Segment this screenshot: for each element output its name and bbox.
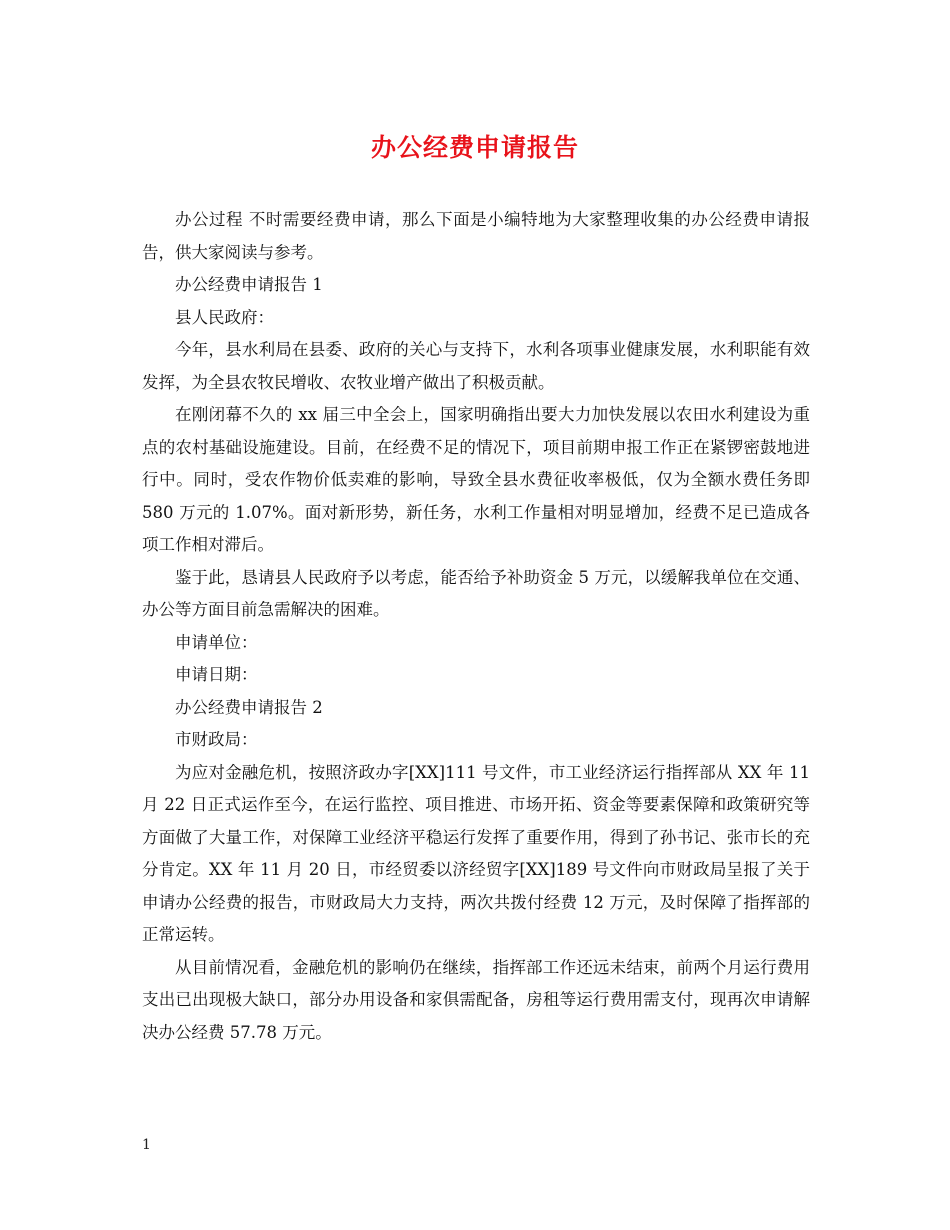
report-2-paragraph-1: 为应对金融危机，按照济政办字[XX]111 号文件，市工业经济运行指挥部从 XX 年 11 月 22 日正式运作至今，在运行监控、项目推进、市场开拓、资金等要素保障和政策研究等方面做了大量工作，对保障工业经济平稳运行发挥了重要作用，得到了孙书记、张市长的充分肯定。XX 年 11 月 20 日，市经贸委以济经贸字[XX]189 号文件向市财政局呈报了关于申请办公经费的报告，市财政局大力支持，两次共拨付经费 12 万元，及时保障了指挥部的正常运转。 (142, 762, 810, 944)
page-number: 1 (142, 1137, 151, 1153)
report-2-heading: 办公经费申请报告 2 (175, 697, 323, 717)
report-1-paragraph-1: 今年，县水利局在县委、政府的关心与支持下，水利各项事业健康发展，水利职能有效发挥，为全县农牧民增收、农牧业增产做出了积极贡献。 (142, 340, 810, 392)
report-1-paragraph-3: 鉴于此，恳请县人民政府予以考虑，能否给予补助资金 5 万元，以缓解我单位在交通、办公等方面目前急需解决的困难。 (142, 567, 810, 619)
applicant-unit-label: 申请单位： (175, 632, 258, 652)
intro-paragraph: 办公过程 不时需要经费申请，那么下面是小编特地为大家整理收集的办公经费申请报告，供大家阅读与参考。 (142, 210, 810, 262)
application-date-label: 申请日期： (175, 665, 258, 684)
report-2-paragraph-2: 从目前情况看，金融危机的影响仍在继续，指挥部工作还远未结束，前两个月运行费用支出已出现极大缺口，部分办用设备和家俱需配备，房租等运行费用需支付，现再次申请解决办公经费 57.78 万元。 (142, 957, 810, 1042)
report-2-recipient: 市财政局： (175, 730, 258, 749)
report-1-paragraph-2: 在刚闭幕不久的 xx 届三中全会上，国家明确指出要大力加快发展以农田水利建设为重点的农村基础设施建设。目前，在经费不足的情况下，项目前期申报工作正在紧锣密鼓地进行中。同时，受农作物价低卖难的影响，导致全县水费征收率极低，仅为全额水费任务即 580 万元的 1.07%。面对新形势，新任务，水利工作量相对明显增加，经费不足已造成各项工作相对滞后。 (142, 405, 810, 554)
report-1-recipient: 县人民政府： (175, 307, 274, 327)
document-body (142, 204, 810, 1049)
document-title: 办公经费申请报告 (370, 133, 579, 162)
report-1-heading: 办公经费申请报告 1 (175, 275, 323, 294)
